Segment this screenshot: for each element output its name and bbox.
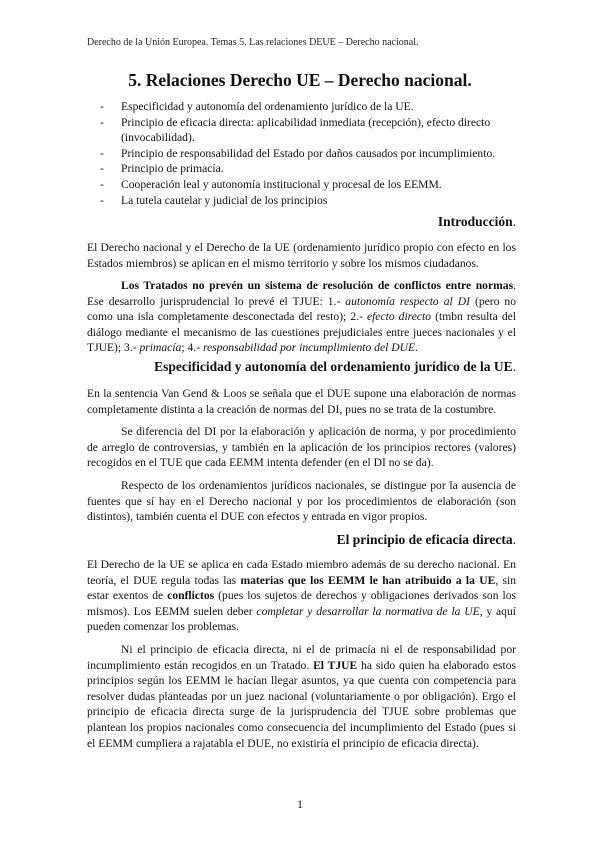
intro-paragraph-1: El Derecho nacional y el Derecho de la UE (ordenamiento jurídico propio con efecto en los Estados miembros) se aplican en el mismo territorio y sobre los mismos ciudadanos. — [87, 241, 516, 270]
intro-paragraph-2: Los Tratados no prevén un sistema de resolución de conflictos entre normas. Ese desarrollo jurisprudencial lo prevé el TJUE: 1.- autonomía respecto al DI (pero no como una isla completamente desconectada del resto); 2.- efecto directo (tmbn resulta del diálogo mediante el mecanismo de las cuestiones prejudiciales entre jueces nacionales y el TJUE); 3.- primacía; 4.- responsabilidad por incumplimiento del DUE. — [87, 279, 517, 355]
section-heading-eficacia-directa: El principio de eficacia directa. — [336, 532, 516, 547]
especificidad-paragraph-3: Respecto de los ordenamientos jurídicos nacionales, se distingue por la ausencia de fuentes que sí hay en el Derecho nacional y por los procedimientos de elaboración (son distintos), también cuenta el DUE con efectos y entrada en vigor propios. — [87, 479, 516, 524]
page-title: 5. Relaciones Derecho UE – Derecho nacional. — [128, 70, 472, 90]
eficacia-paragraph-2: Ni el principio de eficacia directa, ni el de primacía ni el de responsabilidad por incumplimiento están recogidos en un Tratado. El TJUE ha sido quien ha elaborado estos principios según los EEMM le hacían llegar asuntos, ya que cuenta con competencia para resolver dudas planteadas por un juez nacional (voluntariamente o por obligación). Ergo el principio de eficacia directa surge de la jurisprudencia del TJUE sobre problemas que plantean los propios nacionales como consecuencia del incumplimiento del Estado (pues si el EEMM cumpliera a rajatabla el DUE, no existiría el principio de eficacia directa). — [87, 643, 517, 750]
page-number: 1 — [297, 797, 303, 811]
section-heading-especificidad: Especificidad y autonomía del ordenamiento jurídico de la UE. — [154, 359, 516, 374]
topic-list-item: - Especificidad y autonomía del ordenamiento jurídico de la UE. — [100, 99, 520, 115]
section-heading-introduccion: Introducción. — [437, 214, 516, 229]
eficacia-paragraph-1: El Derecho de la UE se aplica en cada Estado miembro además de su derecho nacional. En teoría, el DUE regula todas las materias que los EEMM le han atribuido a la UE, sin estar exentos de conflictos (pues los sujetos de derechos y obligaciones derivados son los mismos). Los EEMM suelen deber completar y desarrollar la normativa de la UE, y aquí pueden comenzar los problemas. — [87, 558, 517, 634]
especificidad-paragraph-2: Se diferencia del DI por la elaboración y aplicación de norma, y por procedimiento de arreglo de controversias, y también en la aplicación de los principios rectores (valores) recogidos en el TUE que cada EEMM intenta defender (en el DI no se da). — [87, 425, 516, 470]
topic-list — [100, 99, 520, 208]
especificidad-paragraph-1: En la sentencia Van Gend & Loos se señala que el DUE supone una elaboración de normas completamente distinta a la creación de normas del DI, pues no se trata de la costumbre. — [87, 387, 516, 416]
topic-list-item: - Cooperación leal y autonomía institucional y procesal de los EEMM. — [100, 177, 520, 193]
topic-list-item: - Principio de responsabilidad del Estado por daños causados por incumplimiento. — [100, 146, 520, 162]
running-header: Derecho de la Unión Europea. Temas 5. Las relaciones DEUE – Derecho nacional. — [87, 37, 419, 48]
topic-list-item: - La tutela cautelar y judicial de los principios — [100, 193, 520, 209]
topic-list-item: - Principio de eficacia directa: aplicabilidad inmediata (recepción), efecto directo (invocabilidad). — [100, 115, 520, 146]
topic-list-item: - Principio de primacía. — [100, 161, 520, 177]
